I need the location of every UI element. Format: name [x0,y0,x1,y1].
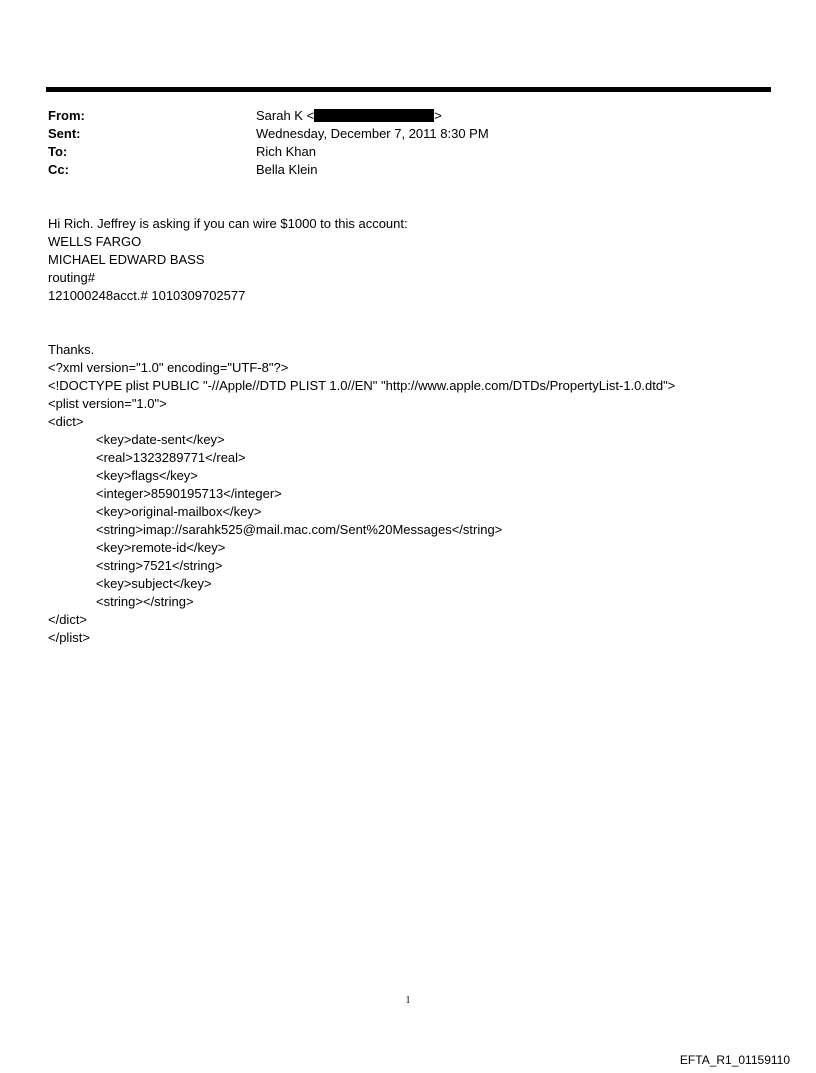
to-value: Rich Khan [256,144,316,159]
plist-line: <plist version="1.0"> [48,396,167,411]
routing-label-line: routing# [48,270,95,285]
cc-value: Bella Klein [256,162,318,177]
from-row [48,107,768,125]
plist-line: <dict> [48,414,84,429]
plist-dict-line: <key>original-mailbox</key> [96,504,262,519]
routing-account-line: 121000248acct.# 1010309702577 [48,288,246,303]
from-label: From: [48,108,85,123]
greeting-line: Hi Rich. Jeffrey is asking if you can wire $1000 to this account: [48,216,408,231]
plist-end-line: </plist> [48,630,90,645]
plist-dict-line: <key>remote-id</key> [96,540,226,555]
to-row [48,143,768,161]
redaction-bar [314,109,434,122]
plist-line: <?xml version="1.0" encoding="UTF-8"?> [48,360,289,375]
sent-row [48,125,768,143]
plist-dict-line: <real>1323289771</real> [96,450,246,465]
email-header [48,107,768,179]
plist-dict-line: <string>imap://sarahk525@mail.mac.com/Sent%20Messages</string> [96,522,503,537]
to-label: To: [48,144,68,159]
email-body [48,215,788,647]
header-divider [46,87,771,92]
sent-value: Wednesday, December 7, 2011 8:30 PM [256,126,489,141]
document-id: EFTA_R1_01159110 [679,1053,790,1067]
sent-label: Sent: [48,126,81,141]
from-value-suffix: > [434,108,442,123]
plist-dict-line: <key>date-sent</key> [96,432,225,447]
spacer [48,305,788,341]
plist-dict-line: <key>subject</key> [96,576,212,591]
plist-dict-line: <integer>8590195713</integer> [96,486,282,501]
account-name-line: MICHAEL EDWARD BASS [48,252,205,267]
from-value-prefix: Sarah K < [256,108,315,123]
bank-line: WELLS FARGO [48,234,142,249]
cc-row [48,161,768,179]
plist-dict-line: <string>7521</string> [96,558,223,573]
plist-dict-line: <key>flags</key> [96,468,198,483]
plist-end-line: </dict> [48,612,88,627]
cc-label: Cc: [48,162,69,177]
from-value [256,107,442,125]
plist-dict-line: <string></string> [96,594,194,609]
closing-line: Thanks. [48,342,95,357]
plist-line: <!DOCTYPE plist PUBLIC "-//Apple//DTD PLIST 1.0//EN" "http://www.apple.com/DTDs/PropertyList-1.0.dtd"> [48,378,676,393]
page-number: 1 [405,995,411,1006]
